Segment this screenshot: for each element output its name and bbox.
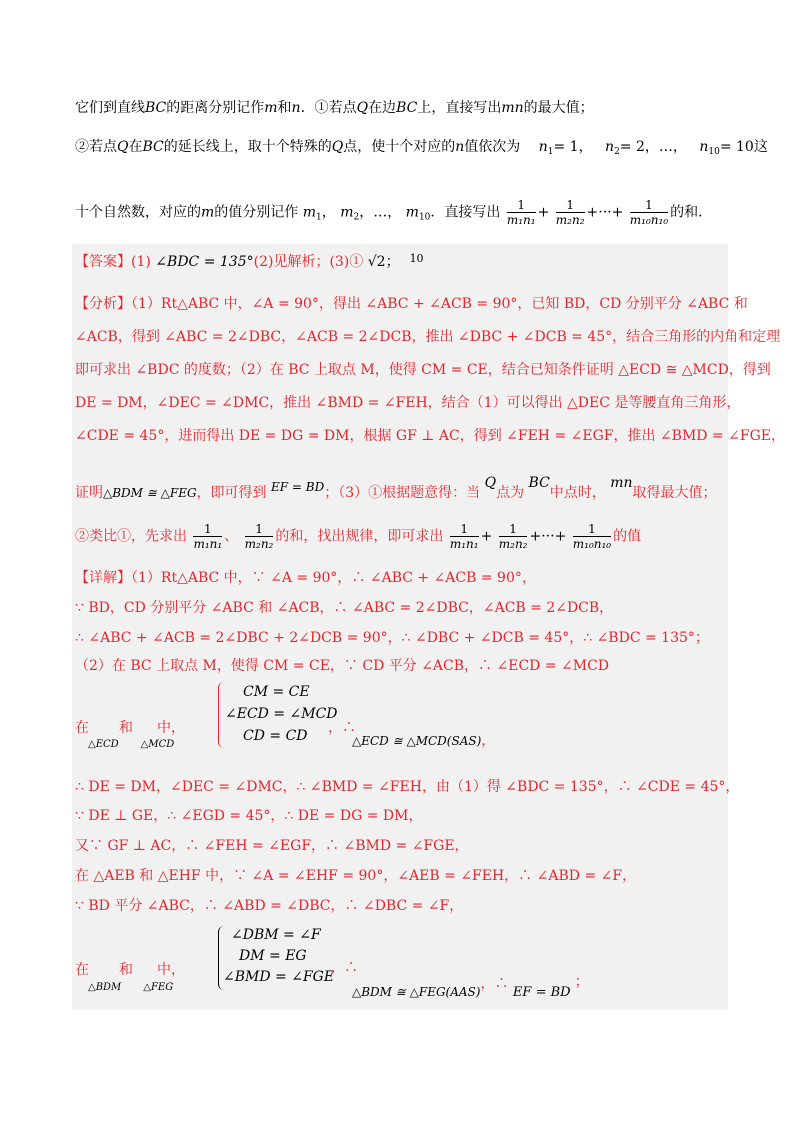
detail-line-8: 在 △AEB 和 △EHF 中，∵ ∠A = ∠EHF = 90°，∠AEB = ∠FEH，∴ ∠ABD = ∠F， bbox=[75, 868, 637, 884]
system-1-result: △ECD ≅ △MCD(SAS)， bbox=[352, 733, 496, 749]
detail-line-1: 【详解】（1）Rt△ABC 中，∵ ∠A = 90°，∴ ∠ABC + ∠ACB = 90°， bbox=[75, 570, 536, 586]
answer-label: 【答案】 bbox=[75, 254, 131, 270]
detail-label: 【详解】 bbox=[75, 570, 131, 586]
system-2-brace: ∠DBM = ∠F DM = EG ∠BMD = ∠FGE bbox=[218, 926, 329, 990]
fraction: $\frac{1}{\text{m₂n₂}}$ bbox=[555, 198, 585, 227]
answer-line: 【答案】(1) ∠BDC = 135°(2)见解析；(3)① √2； $^{10}$ bbox=[75, 252, 424, 270]
system-1-triangles: △ECD △MCD bbox=[88, 739, 175, 750]
detail-line-5: ∴ DE = DM，∠DEC = ∠DMC，∴ ∠BMD = ∠FEH，由（1）得 ∠BDC = 135°，∴ ∠CDE = 45°， bbox=[75, 779, 740, 795]
analysis-line-7: ②类比①，先求出 $\frac{1}{\text{m₁n₁}}$ 、 $\frac{1}{\text{m₂n₂}}$ 的和，找出规律，即可求出 $\frac{1}{\text{m₁n₁}}$ + $\frac{1}{\text{m₂n₂}}$ +···+ $\frac{1}{\text{m₁₀n₁₀}}$ 的值 bbox=[75, 522, 642, 551]
system-1-brace: CM = CE ∠ECD = ∠MCD CD = CD bbox=[218, 682, 329, 748]
fraction: $\frac{1}{\text{m₁n₁}}$ bbox=[506, 198, 536, 227]
system-2-pre: 在 和 中， bbox=[75, 962, 185, 978]
analysis-line-4: DE = DM，∠DEC = ∠DMC，推出 ∠BMD = ∠FEH，结合（1）可以得出 △DEC 是等腰直角三角形， bbox=[75, 395, 741, 411]
fraction: $\frac{1}{\text{m₁₀n₁₀}}$ bbox=[572, 522, 612, 551]
question-line-3: 十个自然数，对应的m的值分别记作 $m_1$， $m_2$，…， $m_{10}$．直接写出 $\frac{1}{\text{m₁n₁}}$ + $\frac{1}{\text{m₂n₂}}$ +···+ $\frac{1}{\text{m₁₀n₁₀}}$ 的和． bbox=[75, 198, 713, 227]
system-2-result: △BDM ≅ △FEG(AAS)，∴ EF = BD； bbox=[352, 974, 589, 1000]
analysis-line-6: 证明△BDM ≅ △FEG，即可得到 EF = BD；（3）①根据题意得：当 Q点为 BC中点时， mn取得最大值； bbox=[75, 475, 717, 501]
system-2-post: ，∴ bbox=[330, 960, 358, 976]
detail-line-4: （2）在 BC 上取点 M，使得 CM = CE，∵ CD 平分 ∠ACB，∴ ∠ECD = ∠MCD bbox=[75, 658, 610, 674]
system-2-triangles: △BDM △FEG bbox=[88, 982, 174, 993]
analysis-line-5: ∠CDE = 45°，进而得出 DE = DG = DM，根据 GF ⊥ AC，得到 ∠FEH = ∠EGF，推出 ∠BMD = ∠FGE， bbox=[75, 428, 786, 444]
detail-line-2: ∵ BD，CD 分别平分 ∠ABC 和 ∠ACB，∴ ∠ABC = 2∠DBC，∠ACB = 2∠DCB， bbox=[75, 600, 614, 616]
fraction: $\frac{1}{\text{m₁n₁}}$ bbox=[449, 522, 479, 551]
analysis-line-1: 【分析】（1）Rt△ABC 中，∠A = 90°，得出 ∠ABC + ∠ACB = 90°，已知 BD，CD 分别平分 ∠ABC 和 bbox=[75, 296, 748, 312]
fraction: $\frac{1}{\text{m₁₀n₁₀}}$ bbox=[629, 198, 669, 227]
analysis-line-3: 即可求出 ∠BDC 的度数；（2）在 BC 上取点 M，使得 CM = CE，结合已知条件证明 △ECD ≅ △MCD，得到 bbox=[75, 362, 771, 378]
fraction: $\frac{1}{\text{m₂n₂}}$ bbox=[244, 522, 274, 551]
detail-line-3: ∴ ∠ABC + ∠ACB = 2∠DBC + 2∠DCB = 90°，∴ ∠DBC + ∠DCB = 45°，∴ ∠BDC = 135°； bbox=[75, 630, 709, 646]
detail-line-7: 又∵ GF ⊥ AC，∴ ∠FEH = ∠EGF，∴ ∠BMD = ∠FGE， bbox=[75, 838, 469, 854]
fraction: $\frac{1}{\text{m₁n₁}}$ bbox=[193, 522, 223, 551]
question-line-1: 它们到直线BC的距离分别记作m和n．①若点Q在边BC上，直接写出mn的最大值； bbox=[75, 100, 594, 116]
analysis-label: 【分析】 bbox=[75, 296, 131, 312]
detail-line-9: ∵ BD 平分 ∠ABC，∴ ∠ABD = ∠DBC，∴ ∠DBC = ∠F， bbox=[75, 898, 464, 914]
system-1-post: ，∴ bbox=[328, 720, 356, 736]
detail-line-6: ∵ DE ⊥ GE，∴ ∠EGD = 45°，∴ DE = DG = DM， bbox=[75, 808, 423, 824]
question-line-2: ②若点Q在BC的延长线上，取十个特殊的Q点，使十个对应的n值依次为 $n_1= 1$， $n_2= 2$，…， $n_{10}= 10$这 bbox=[75, 139, 768, 157]
fraction: $\frac{1}{\text{m₂n₂}}$ bbox=[498, 522, 528, 551]
system-1-pre: 在 和 中， bbox=[75, 720, 185, 736]
analysis-line-2: ∠ACB，得到 ∠ABC = 2∠DBC，∠ACB = 2∠DCB，推出 ∠DBC + ∠DCB = 45°，结合三角形的内角和定理 bbox=[75, 329, 781, 345]
